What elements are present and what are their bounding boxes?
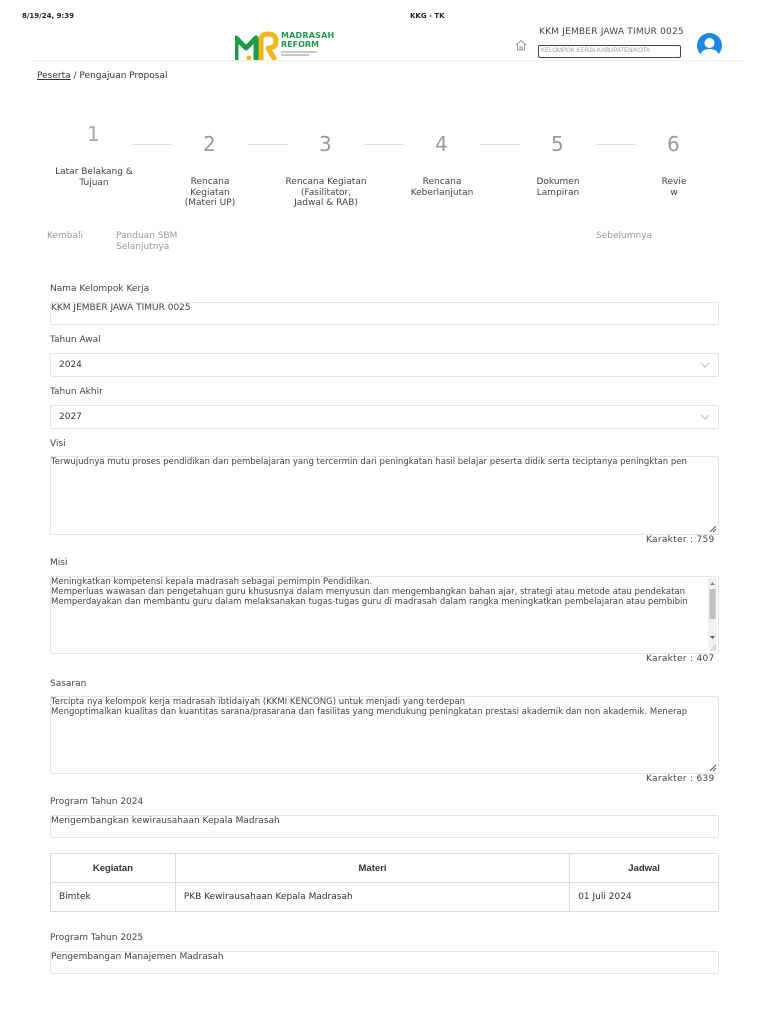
- step-6-number[interactable]: 6: [667, 132, 680, 156]
- header-materi: Materi: [175, 854, 569, 883]
- step-1-number[interactable]: 1: [87, 122, 100, 146]
- step-3-label[interactable]: Rencana Kegiatan (Fasilitator, Jadwal & RAB): [285, 177, 367, 208]
- step-5-label[interactable]: Dokumen Lampiran: [536, 177, 580, 198]
- user-icon: [697, 33, 722, 58]
- logo-tagline: [281, 51, 317, 53]
- print-date: 8/19/24, 9:39: [22, 12, 74, 20]
- home-icon[interactable]: [514, 38, 528, 52]
- tahun-awal-select[interactable]: [50, 353, 719, 377]
- kegiatan-table: [50, 853, 719, 912]
- resize-handle-icon[interactable]: [709, 764, 717, 772]
- misi-char-counter: Karakter : 407: [646, 654, 715, 664]
- step-connector: [132, 144, 172, 145]
- cell-jadwal: 01 Juli 2024: [570, 883, 719, 912]
- step-4-number[interactable]: 4: [435, 132, 448, 156]
- table-row: [51, 883, 719, 912]
- user-avatar[interactable]: [697, 33, 722, 58]
- visi-value: Terwujudnya mutu proses pendidikan dan pembelajaran yang tercermin dari peningkatan hasil belajar peserta didik serta teciptanya peningktan pen: [51, 457, 687, 467]
- table-header-row: [51, 854, 719, 883]
- guide-next-link[interactable]: Panduan SBM Selanjutnya: [116, 231, 178, 252]
- kelompok-label: Nama Kelompok Kerja: [50, 284, 150, 294]
- cell-kegiatan: Bimtek: [51, 883, 176, 912]
- logo-line1: MADRASAH: [281, 31, 335, 40]
- breadcrumb-current: Pengajuan Proposal: [79, 71, 168, 81]
- misi-textarea[interactable]: [50, 576, 719, 654]
- program-2025-input[interactable]: [50, 951, 719, 974]
- tahun-awal-value: 2024: [59, 360, 82, 370]
- program-2024-label: Program Tahun 2024: [50, 797, 144, 807]
- program-2024-value: Mengembangkan kewirausahaan Kepala Madrasah: [51, 816, 280, 826]
- cell-materi: PKB Kewirausahaan Kepala Madrasah: [175, 883, 569, 912]
- chevron-down-icon: [700, 361, 710, 369]
- logo-line2-text: REFORM: [281, 40, 320, 49]
- user-name: KKM JEMBER JAWA TIMUR 0025: [539, 27, 684, 37]
- step-3-number[interactable]: 3: [319, 132, 332, 156]
- user-role-badge: KELOMPOK KERJA KABUPATEN/KOTA: [538, 45, 681, 58]
- previous-link[interactable]: Sebelumnya: [596, 231, 653, 241]
- logo-line2: [281, 40, 334, 49]
- step-connector: [248, 144, 288, 145]
- misi-scrollbar[interactable]: [708, 578, 717, 648]
- sasaran-value: Tercipta nya kelompok kerja madrasah ibtidaiyah (KKMI KENCONG) untuk menjadi yang terdepan Mengoptimalkan kualitas dan kuantitas sarana/prasarana dan fasilitas yang mendukung peningkatan prestasi akademik dan non akademik. Menerap: [51, 697, 688, 717]
- scrollbar-track: [708, 578, 717, 648]
- breadcrumb-separator: /: [73, 71, 77, 81]
- breadcrumb-peserta-link[interactable]: Peserta: [37, 71, 71, 81]
- step-2-label[interactable]: Rencana Kegiatan (Materi UP): [184, 177, 236, 208]
- program-2024-input[interactable]: [50, 815, 719, 838]
- kelompok-value: KKM JEMBER JAWA TIMUR 0025: [51, 303, 191, 313]
- madrasah-reform-logo[interactable]: [235, 30, 345, 62]
- step-1-label[interactable]: Latar Belakang & Tujuan: [55, 167, 133, 188]
- sasaran-textarea[interactable]: [50, 696, 719, 774]
- header-jadwal: Jadwal: [570, 854, 719, 883]
- sasaran-char-counter: Karakter : 639: [646, 774, 715, 784]
- step-2-number[interactable]: 2: [203, 132, 216, 156]
- breadcrumb: [37, 71, 167, 81]
- visi-char-counter: Karakter : 759: [646, 535, 715, 545]
- logo-mark-icon: [235, 30, 279, 62]
- program-2025-value: Pengembangan Manajemen Madrasah: [51, 952, 224, 962]
- tahun-awal-label: Tahun Awal: [50, 335, 101, 345]
- program-2025-label: Program Tahun 2025: [50, 933, 144, 943]
- header-divider: [34, 60, 742, 61]
- step-6-label[interactable]: Revie w: [661, 177, 687, 198]
- tahun-akhir-select[interactable]: [50, 405, 719, 429]
- resize-handle-icon[interactable]: [709, 525, 717, 533]
- step-connector: [480, 144, 520, 145]
- visi-label: Visi: [50, 439, 66, 449]
- visi-textarea[interactable]: [50, 456, 719, 535]
- step-4-label[interactable]: Rencana Keberlanjutan: [410, 177, 474, 198]
- step-connector: [596, 144, 636, 145]
- tahun-akhir-label: Tahun Akhir: [50, 387, 103, 397]
- tahun-akhir-value: 2027: [59, 412, 82, 422]
- step-connector: [364, 144, 404, 145]
- header-kegiatan: Kegiatan: [51, 854, 176, 883]
- sasaran-label: Sasaran: [50, 679, 87, 689]
- chevron-down-icon: [700, 413, 710, 421]
- misi-label: Misi: [50, 558, 68, 568]
- resize-handle-icon[interactable]: [709, 644, 717, 652]
- print-title: KKG - TK: [410, 12, 445, 20]
- logo-tagline2: [281, 54, 309, 56]
- back-link[interactable]: Kembali: [47, 231, 83, 241]
- misi-value: Meningkatkan kompetensi kepala madrasah sebagai pemimpin Pendidikan. Memperluas wawasan dan pengetahuan guru khususnya dalam menyusun dan mengembangkan bahan ajar, strategi atau metode atau pendekatan Memperdayakan dan membantu guru dalam melaksanakan tugas-tugas guru di madrasah dalam rangka meningkatkan pembelajaran atau pembibin: [51, 577, 688, 607]
- step-5-number[interactable]: 5: [551, 132, 564, 156]
- kelompok-input[interactable]: [50, 302, 719, 325]
